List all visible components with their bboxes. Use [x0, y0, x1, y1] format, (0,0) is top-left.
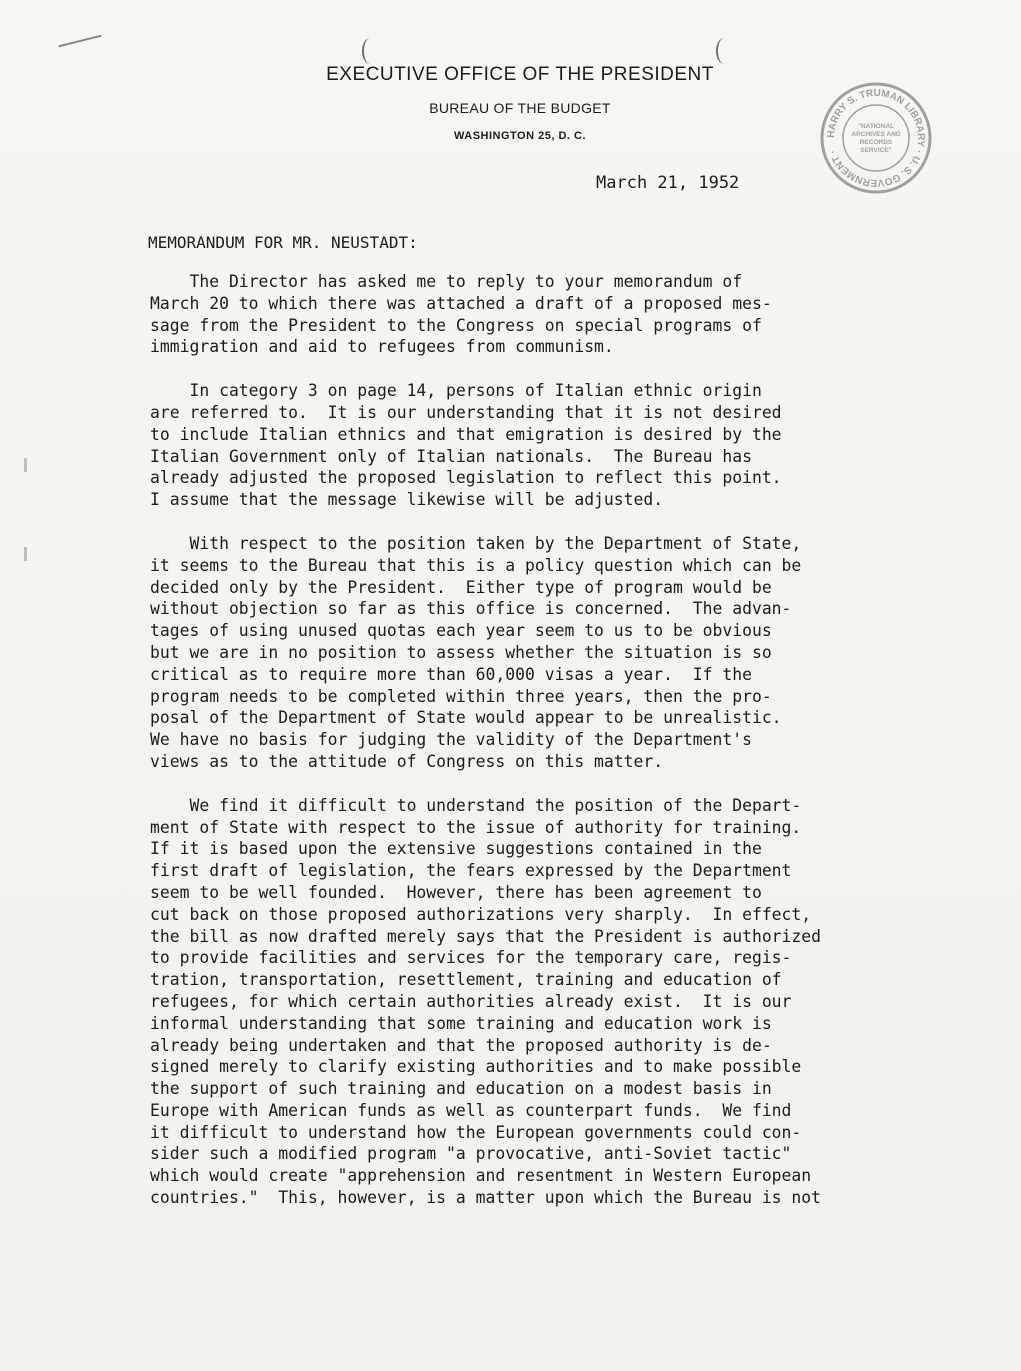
memo-date: March 21, 1952 — [596, 173, 740, 193]
margin-mark — [24, 458, 27, 472]
memo-line: already adjusted the proposed legislation to reflect this point. — [150, 468, 782, 488]
letterhead-city: WASHINGTON 25, D. C. — [453, 130, 587, 142]
stamp-ring-text: HARRY S. TRUMAN LIBRARY · U. S. GOVERNMENT · — [825, 87, 927, 189]
memo-line: views as to the attitude of Congress on this matter. — [150, 751, 664, 771]
memo-line: to include Italian ethnics and that emigration is desired by the — [150, 424, 782, 444]
memo-line: decided only by the President. Either type of program would be — [150, 577, 772, 597]
memo-line: already being undertaken and that the proposed authority is de- — [150, 1035, 772, 1055]
stamp-inner-ring — [843, 105, 909, 171]
memo-line: Europe with American funds as well as counterpart funds. We find — [150, 1100, 792, 1120]
memo-line: tages of using unused quotas each year seem to us to be obvious — [150, 621, 772, 641]
stamp-center-line: "NATIONAL — [857, 123, 895, 130]
memo-line: sider such a modified program "a provocative, anti-Soviet tactic" — [150, 1144, 792, 1164]
stamp-center-line: ARCHIVES AND — [851, 131, 901, 138]
letterhead-bureau: BUREAU OF THE BUDGET — [429, 100, 611, 116]
memo-line: the bill as now drafted merely says that the President is authorized — [150, 926, 822, 946]
memo-line: immigration and aid to refugees from communism. — [150, 337, 614, 357]
stamp-center-text — [851, 123, 901, 154]
memo-paragraph — [150, 271, 910, 358]
memo-line: it difficult to understand how the European governments could con- — [150, 1122, 802, 1142]
memo-paragraph — [150, 380, 910, 511]
margin-mark — [24, 547, 27, 561]
binder-hole-left — [362, 38, 378, 64]
binder-hole-right — [716, 38, 732, 64]
memo-line: program needs to be completed within three years, then the pro- — [150, 686, 772, 706]
stamp-center-line: SERVICE" — [860, 147, 892, 154]
memo-line: to provide facilities and services for the temporary care, regis- — [150, 948, 792, 968]
memo-line: Italian Government only of Italian nationals. The Bureau has — [150, 446, 752, 466]
memo-line: cut back on those proposed authorizations very sharply. In effect, — [150, 904, 812, 924]
letterhead-office: EXECUTIVE OFFICE OF THE PRESIDENT — [326, 64, 714, 85]
memo-line: With respect to the position taken by the Department of State, — [150, 533, 802, 553]
memo-line: If it is based upon the extensive suggestions contained in the — [150, 839, 762, 859]
memo-line: informal understanding that some training and education work is — [150, 1013, 772, 1033]
memo-line: signed merely to clarify existing authorities and to make possible — [150, 1057, 802, 1077]
memo-line: countries." This, however, is a matter upon which the Bureau is not — [150, 1188, 822, 1208]
archive-stamp-seal — [818, 80, 934, 196]
letterhead — [290, 64, 750, 142]
stamp-center-line: RECORDS — [859, 139, 893, 146]
memo-paragraph — [150, 533, 910, 773]
memo-line: seem to be well founded. However, there has been agreement to — [150, 882, 762, 902]
memo-line: it seems to the Bureau that this is a policy question which can be — [150, 555, 802, 575]
memo-line: I assume that the message likewise will be adjusted. — [150, 490, 664, 510]
memo-line: March 20 to which there was attached a draft of a proposed mes- — [150, 293, 772, 313]
memo-line: We find it difficult to understand the position of the Depart- — [150, 795, 802, 815]
memo-line: sage from the President to the Congress on special programs of — [150, 315, 762, 335]
memo-line: are referred to. It is our understanding that it is not desired — [150, 402, 782, 422]
memo-line: In category 3 on page 14, persons of Italian ethnic origin — [150, 381, 762, 401]
memo-line: the support of such training and education on a modest basis in — [150, 1079, 772, 1099]
memo-line: The Director has asked me to reply to your memorandum of — [150, 272, 743, 291]
memo-line: but we are in no position to assess whether the situation is so — [150, 642, 772, 662]
memo-body — [150, 271, 910, 1231]
memo-line: tration, transportation, resettlement, training and education of — [150, 970, 782, 990]
memo-line: first draft of legislation, the fears expressed by the Department — [150, 861, 792, 881]
memo-paragraph — [150, 795, 910, 1209]
memo-line: posal of the Department of State would appear to be unrealistic. — [150, 708, 782, 728]
stamp-outer-ring — [822, 84, 930, 192]
memo-line: without objection so far as this office is concerned. The advan- — [150, 599, 792, 619]
memo-line: which would create "apprehension and resentment in Western European — [150, 1166, 812, 1186]
memo-line: ment of State with respect to the issue of authority for training. — [150, 817, 802, 837]
memo-line: We have no basis for judging the validity of the Department's — [150, 730, 752, 750]
memo-line: refugees, for which certain authorities already exist. It is our — [150, 991, 792, 1011]
memo-line: critical as to require more than 60,000 visas a year. If the — [150, 664, 752, 684]
memo-salutation: MEMORANDUM FOR MR. NEUSTADT: — [148, 233, 418, 252]
pen-stroke-mark — [58, 35, 101, 48]
